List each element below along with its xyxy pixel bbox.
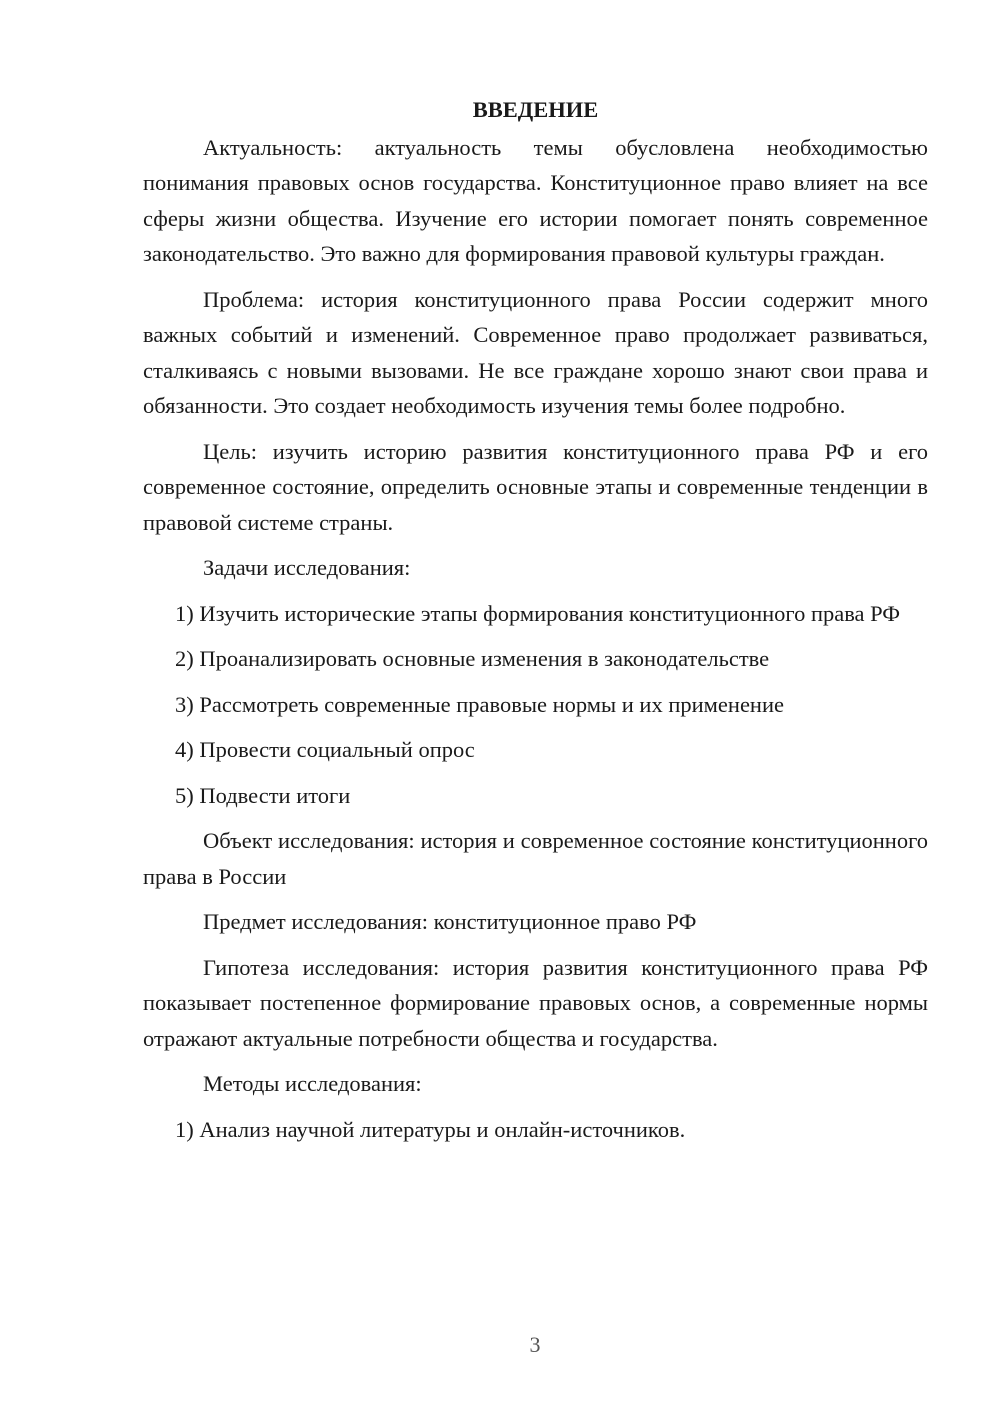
problem-paragraph: Проблема: история конституционного права России содержит много важных событий и изменений. Современное право продолжает развиваться, сталкиваясь с новыми вызовами. Не все граждане хорошо знают свои права и обязанности. Это создает необходимость изучения темы более подробно. [143,286,928,418]
method-item: 1) Анализ научной литературы и онлайн-источников. [175,1116,686,1142]
task-item: 1) Изучить исторические этапы формирования конституционного права РФ [175,600,901,626]
tasks-heading: Задачи исследования: [203,555,411,580]
relevance-paragraph: Актуальность: актуальность темы обусловлена необходимостью понимания правовых основ государства. Конституционное право влияет на все сферы жизни общества. Изучение его истории помогает понять современное законодательство. Это важно для формирования правовой культуры граждан. [143,134,928,266]
methods-heading: Методы исследования: [203,1071,422,1096]
page-content [143,92,928,1157]
task-item: 5) Подвести итоги [175,782,351,808]
object-paragraph: Объект исследования: история и современное состояние конституционного права в России [143,828,928,889]
page-number: 3 [529,1332,541,1357]
task-item: 3) Рассмотреть современные правовые нормы и их применение [175,691,784,717]
task-item: 4) Провести социальный опрос [175,737,475,762]
hypothesis-paragraph: Гипотеза исследования: история развития конституционного права РФ показывает постепенное формирование правовых основ, а современные нормы отражают актуальные потребности общества и государства. [143,954,928,1051]
page-title: ВВЕДЕНИЕ [472,97,599,122]
subject-paragraph: Предмет исследования: конституционное право РФ [203,909,697,934]
goal-paragraph: Цель: изучить историю развития конституционного права РФ и его современное состояние, определить основные этапы и современные тенденции в правовой системе страны. [143,438,928,535]
task-item: 2) Проанализировать основные изменения в законодательстве [175,646,770,671]
